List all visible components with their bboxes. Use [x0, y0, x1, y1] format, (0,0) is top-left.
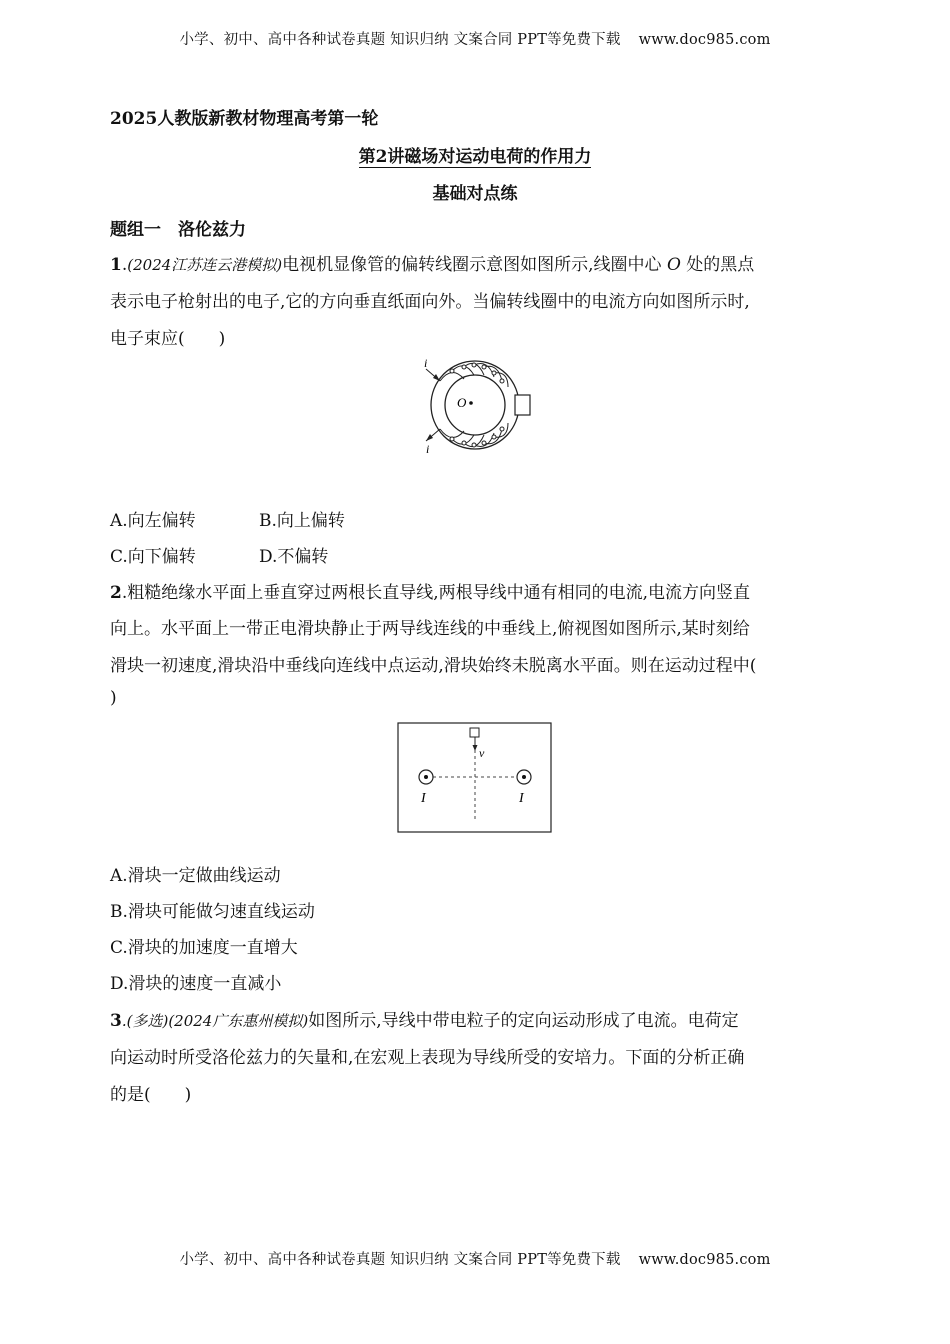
- q3-line1: [110, 1006, 840, 1031]
- q1-option-d[interactable]: D.不偏转: [259, 547, 329, 567]
- q2-option-a[interactable]: A.滑块一定做曲线运动: [110, 866, 281, 886]
- q2-option-b[interactable]: B.滑块可能做匀速直线运动: [110, 902, 315, 922]
- q2-line1: [110, 578, 840, 603]
- outer-ring: [431, 361, 519, 449]
- q1-line3: 电子束应( ): [110, 329, 226, 349]
- label-v: v: [479, 746, 485, 760]
- slider-block: [470, 728, 479, 737]
- label-i-bottom: i: [426, 442, 430, 456]
- header-url[interactable]: www.doc985.com: [638, 32, 771, 48]
- gun-box: [515, 395, 530, 415]
- inner-ring: [445, 375, 505, 435]
- doc-series: 2025人教版新教材物理高考第一轮: [110, 109, 379, 129]
- q1-option-a[interactable]: A.向左偏转: [110, 511, 196, 531]
- q1-line1: 1.(2024江苏连云港模拟)电视机显像管的偏转线圈示意图如图所示,线圈中心 O 处的黑点: [110, 255, 755, 275]
- q1-option-b[interactable]: B.向上偏转: [259, 511, 345, 531]
- label-i-right: I: [519, 791, 524, 806]
- q1-var-o: O: [666, 255, 681, 275]
- q1-option-c[interactable]: C.向下偏转: [110, 547, 196, 567]
- q3-line3: 的是( ): [110, 1085, 192, 1105]
- q1-figure-deflection-coil: [412, 355, 537, 457]
- label-i-top: i: [424, 356, 428, 370]
- q3-source: (2024广东惠州模拟): [168, 1012, 309, 1030]
- q3-text-1: 如图所示,导线中带电粒子的定向运动形成了电流。电荷定: [308, 1011, 739, 1031]
- page-header: [0, 28, 950, 49]
- header-text: 小学、初中、高中各种试卷真题 知识归纳 文案合同 PPT等免费下载: [179, 32, 621, 48]
- q1-line2: 表示电子枪射出的电子,它的方向垂直纸面向外。当偏转线圈中的电流方向如图所示时,: [110, 292, 750, 312]
- footer-text: 小学、初中、高中各种试卷真题 知识归纳 文案合同 PPT等免费下载: [179, 1252, 621, 1268]
- section-title: 基础对点练: [432, 184, 518, 204]
- q3-prefix: .(多选): [121, 1012, 169, 1030]
- q1-text-a: 电视机显像管的偏转线圈示意图如图所示,线圈中心: [282, 255, 662, 275]
- lesson-title-text: 第2讲磁场对运动电荷的作用力: [358, 147, 592, 167]
- label-o: O: [457, 395, 467, 410]
- footer-url[interactable]: www.doc985.com: [638, 1252, 771, 1268]
- q3-line2: 向运动时所受洛伦兹力的矢量和,在宏观上表现为导线所受的安培力。下面的分析正确: [110, 1048, 745, 1068]
- electron-dot: [469, 401, 473, 405]
- q2-option-c[interactable]: C.滑块的加速度一直增大: [110, 938, 298, 958]
- q2-option-d[interactable]: D.滑块的速度一直减小: [110, 974, 282, 994]
- wire-right-dot: [522, 775, 526, 779]
- current-arrowhead-bottom: [426, 434, 433, 441]
- lesson-title: [0, 142, 950, 167]
- q2-text-1: .粗糙绝缘水平面上垂直穿过两根长直导线,两根导线中通有相同的电流,电流方向竖直: [121, 583, 751, 603]
- page-footer: [0, 1248, 950, 1269]
- q1-number: 1: [110, 255, 122, 275]
- q1-text-b: 处的黑点: [686, 255, 755, 275]
- label-i-left: I: [421, 791, 426, 806]
- current-arrowhead-top: [433, 374, 440, 381]
- q3-number: 3: [110, 1011, 122, 1031]
- q2-line4: ): [110, 688, 117, 708]
- q2-line2: 向上。水平面上一带正电滑块静止于两导线连线的中垂线上,俯视图如图所示,某时刻给: [110, 619, 750, 639]
- group-title: 题组一 洛伦兹力: [110, 220, 246, 240]
- q2-figure-top-view: [397, 722, 553, 834]
- wire-left-dot: [424, 775, 428, 779]
- q2-line3: 滑块一初速度,滑块沿中垂线向连线中点运动,滑块始终未脱离水平面。则在运动过程中(: [110, 656, 757, 676]
- q2-number: 2: [110, 583, 122, 603]
- q1-source: (2024江苏连云港模拟): [127, 256, 283, 274]
